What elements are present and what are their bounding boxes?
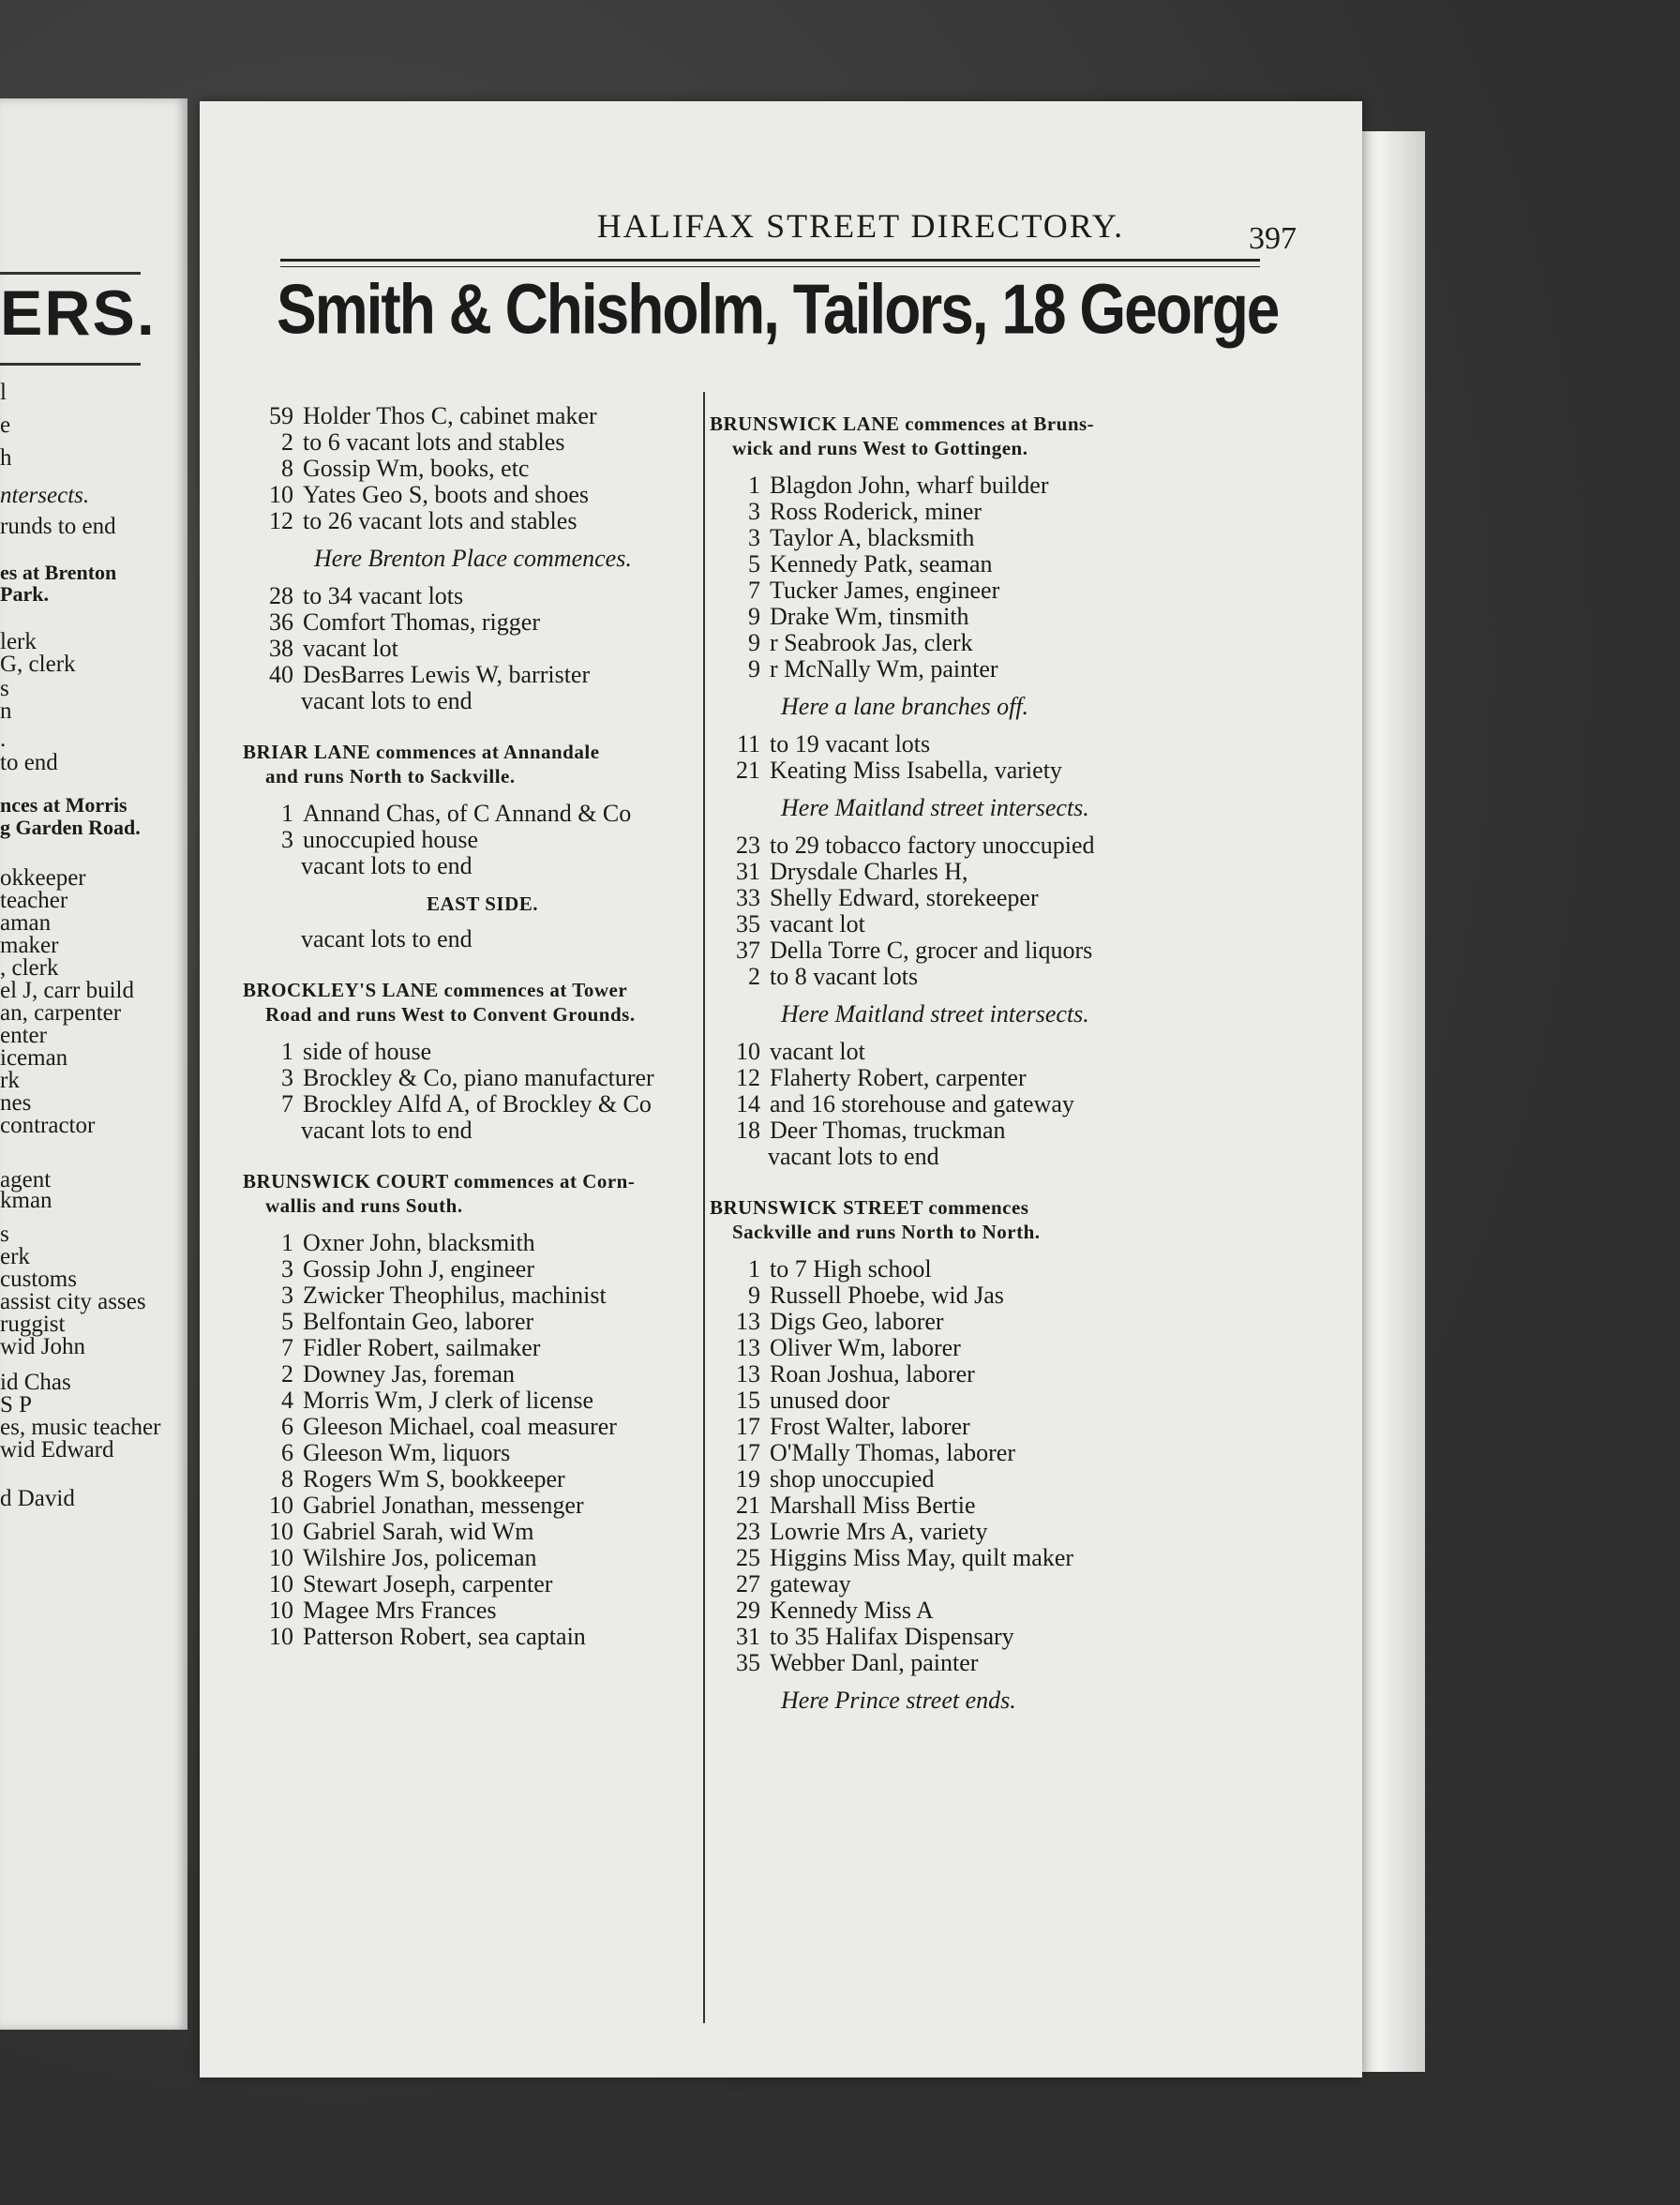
house-number: 21 — [736, 757, 760, 784]
directory-entry — [725, 1519, 988, 1545]
house-number: 12 — [269, 507, 293, 534]
facing-page-line: n — [0, 698, 12, 724]
house-number: 9 — [748, 603, 760, 630]
directory-entry — [258, 508, 577, 534]
directory-entry — [258, 1571, 552, 1598]
entry-text: Drysdale Charles H, — [770, 858, 968, 885]
house-number: 3 — [281, 1255, 293, 1282]
entry-text: Oxner John, blacksmith — [303, 1229, 535, 1256]
directory-entry — [725, 551, 993, 578]
entry-text: Wilshire Jos, policeman — [303, 1544, 537, 1571]
directory-entry — [258, 1282, 607, 1309]
entry-text: to 26 vacant lots and stables — [303, 507, 578, 534]
entry-text: Keating Miss Isabella, variety — [770, 757, 1062, 784]
entry-text: Gossip Wm, books, etc — [303, 455, 530, 482]
house-number: 17 — [736, 1413, 760, 1440]
street-heading: BRUNSWICK LANE commences at Bruns- — [710, 412, 1095, 435]
house-number: 6 — [281, 1413, 293, 1440]
street-heading-continuation: Sackville and runs North to North. — [732, 1221, 1041, 1243]
facing-page-line: h — [0, 445, 12, 471]
entry-text: side of house — [303, 1038, 432, 1065]
entry-text: Ross Roderick, miner — [770, 498, 982, 525]
directory-entry — [725, 964, 918, 990]
entry-text: Digs Geo, laborer — [770, 1308, 944, 1335]
facing-page-line: enter — [0, 1023, 47, 1048]
facing-page-line: s — [0, 1222, 9, 1247]
house-number: 37 — [736, 937, 760, 964]
facing-page-line: Park. — [0, 582, 49, 606]
street-heading-continuation: Road and runs West to Convent Grounds. — [265, 1003, 636, 1026]
house-number: 8 — [281, 1465, 293, 1492]
directory-entry — [258, 403, 597, 429]
street-heading: BRUNSWICK COURT commences at Corn- — [243, 1170, 636, 1192]
entry-text: Comfort Thomas, rigger — [303, 608, 540, 636]
house-number: 10 — [269, 1623, 293, 1650]
house-number: 4 — [281, 1387, 293, 1414]
directory-entry — [725, 731, 930, 758]
house-number: 28 — [269, 582, 293, 609]
house-number: 10 — [269, 1518, 293, 1545]
facing-page-line: id Chas — [0, 1370, 71, 1395]
directory-entry — [258, 1309, 533, 1335]
house-number: 8 — [281, 455, 293, 482]
directory-entry — [725, 656, 998, 682]
entry-text: Lowrie Mrs A, variety — [770, 1518, 988, 1545]
directory-entry — [725, 911, 865, 938]
facing-page-line: S P — [0, 1392, 33, 1418]
house-number: 13 — [736, 1360, 760, 1388]
house-number: 3 — [281, 1282, 293, 1309]
entry-continuation: vacant lots to end — [301, 852, 472, 879]
house-number: 18 — [736, 1117, 760, 1144]
entry-text: Kennedy Miss A — [770, 1597, 934, 1624]
directory-entry — [258, 482, 589, 508]
street-heading: BROCKLEY'S LANE commences at Tower — [243, 979, 628, 1001]
entry-text: Gabriel Jonathan, messenger — [303, 1492, 584, 1519]
facing-page-line: nes — [0, 1090, 32, 1116]
directory-entry — [725, 938, 1092, 964]
facing-page-line: es at Brenton — [0, 561, 117, 584]
side-heading: EAST SIDE. — [427, 892, 539, 915]
directory-entry — [258, 1039, 431, 1065]
entry-text: Brockley & Co, piano manufacturer — [303, 1064, 654, 1091]
street-heading-continuation: and runs North to Sackville. — [265, 765, 516, 788]
facing-page-line: lerk — [0, 629, 37, 654]
entry-text: to 8 vacant lots — [770, 963, 919, 990]
house-number: 3 — [748, 498, 760, 525]
facing-page-line: s — [0, 676, 9, 701]
entry-continuation: vacant lots to end — [301, 925, 472, 952]
entry-text: Higgins Miss May, quilt maker — [770, 1544, 1074, 1571]
facing-page-rule — [0, 363, 141, 366]
entry-continuation: vacant lots to end — [768, 1143, 939, 1170]
house-number: 1 — [748, 1255, 760, 1282]
house-number: 9 — [748, 629, 760, 656]
facing-page-line: es, music teacher — [0, 1415, 161, 1440]
house-number: 3 — [748, 524, 760, 551]
directory-entry — [725, 1571, 851, 1598]
directory-entry — [258, 1414, 617, 1440]
directory-entry — [725, 859, 968, 885]
house-number: 5 — [748, 550, 760, 578]
house-number: 10 — [269, 481, 293, 508]
facing-page-line: aman — [0, 910, 52, 936]
facing-page-line: ntersects. — [0, 483, 90, 508]
directory-entry — [725, 1335, 961, 1361]
entry-text: to 19 vacant lots — [770, 730, 931, 758]
facing-page-line: d David — [0, 1486, 75, 1511]
directory-entry — [725, 1414, 970, 1440]
house-number: 5 — [281, 1308, 293, 1335]
house-number: 31 — [736, 858, 760, 885]
house-number: 23 — [736, 1518, 760, 1545]
directory-entry — [258, 1256, 534, 1282]
entry-text: Stewart Joseph, carpenter — [303, 1570, 553, 1598]
directory-entry — [725, 1624, 1014, 1650]
section-note: Here Brenton Place commences. — [314, 545, 632, 572]
directory-entry — [258, 456, 529, 482]
house-number: 3 — [281, 826, 293, 853]
house-number: 38 — [269, 635, 293, 662]
entry-text: Deer Thomas, truckman — [770, 1117, 1006, 1144]
entry-text: Blagdon John, wharf builder — [770, 472, 1049, 499]
entry-text: r McNally Wm, painter — [770, 655, 998, 682]
house-number: 7 — [281, 1334, 293, 1361]
house-number: 25 — [736, 1544, 760, 1571]
directory-entry — [258, 583, 463, 609]
entry-text: unoccupied house — [303, 826, 479, 853]
house-number: 31 — [736, 1623, 760, 1650]
house-number: 12 — [736, 1064, 760, 1091]
entry-text: Gleeson Michael, coal measurer — [303, 1413, 617, 1440]
directory-entry — [725, 578, 999, 604]
house-number: 2 — [281, 428, 293, 456]
entry-text: Tucker James, engineer — [770, 577, 1000, 604]
house-number: 7 — [281, 1090, 293, 1118]
entry-text: Frost Walter, laborer — [770, 1413, 970, 1440]
directory-entry — [725, 1309, 944, 1335]
house-number: 14 — [736, 1090, 760, 1118]
house-number: 1 — [281, 1229, 293, 1256]
facing-page-line: g Garden Road. — [0, 816, 141, 839]
entry-text: Holder Thos C, cabinet maker — [303, 402, 597, 429]
entry-text: to 35 Halifax Dispensary — [770, 1623, 1014, 1650]
entry-text: Webber Danl, painter — [770, 1649, 979, 1676]
facing-page-line: G, clerk — [0, 652, 76, 677]
street-heading: BRIAR LANE commences at Annandale — [243, 741, 600, 763]
house-number: 33 — [736, 884, 760, 911]
facing-page-line: maker — [0, 933, 59, 958]
directory-entry — [725, 1065, 1027, 1091]
entry-text: Gabriel Sarah, wid Wm — [303, 1518, 534, 1545]
directory-entry — [258, 801, 631, 827]
entry-text: O'Mally Thomas, laborer — [770, 1439, 1015, 1466]
entry-text: Della Torre C, grocer and liquors — [770, 937, 1093, 964]
house-number: 21 — [736, 1492, 760, 1519]
facing-page-line: assist city asses — [0, 1289, 146, 1314]
facing-page-line: to end — [0, 750, 58, 775]
page-number: 397 — [1249, 221, 1297, 256]
directory-entry — [725, 1361, 975, 1388]
entry-text: Taylor A, blacksmith — [770, 524, 975, 551]
entry-text: vacant lot — [770, 910, 865, 938]
facing-page-line: el J, carr build — [0, 978, 135, 1003]
directory-entry — [258, 1091, 652, 1118]
entry-text: Shelly Edward, storekeeper — [770, 884, 1039, 911]
house-number: 9 — [748, 1282, 760, 1309]
house-number: 9 — [748, 655, 760, 682]
running-head: HALIFAX STREET DIRECTORY. — [596, 207, 1125, 245]
directory-entry — [258, 1519, 533, 1545]
entry-text: Brockley Alfd A, of Brockley & Co — [303, 1090, 652, 1118]
directory-entry — [725, 1282, 1004, 1309]
entry-text: shop unoccupied — [770, 1465, 935, 1492]
directory-entry — [725, 885, 1039, 911]
entry-text: Drake Wm, tinsmith — [770, 603, 969, 630]
entry-text: Downey Jas, foreman — [303, 1360, 515, 1388]
house-number: 1 — [748, 472, 760, 499]
house-number: 17 — [736, 1439, 760, 1466]
entry-text: Magee Mrs Frances — [303, 1597, 497, 1624]
facing-page-rule — [0, 272, 141, 275]
house-number: 29 — [736, 1597, 760, 1624]
house-number: 19 — [736, 1465, 760, 1492]
directory-entry — [725, 604, 969, 630]
facing-page-line: wid Edward — [0, 1437, 114, 1462]
directory-entry — [258, 1361, 515, 1388]
facing-page-line: contractor — [0, 1113, 96, 1138]
house-number: 7 — [748, 577, 760, 604]
facing-page-line: erk — [0, 1244, 30, 1269]
directory-entry — [258, 1492, 584, 1519]
facing-page-line: iceman — [0, 1045, 68, 1071]
entry-text: vacant lot — [303, 635, 398, 662]
directory-entry — [258, 662, 590, 688]
directory-entry — [258, 1624, 586, 1650]
section-note: Here Maitland street intersects. — [781, 1000, 1089, 1028]
entry-text: to 7 High school — [770, 1255, 932, 1282]
entry-text: Fidler Robert, sailmaker — [303, 1334, 541, 1361]
directory-entry — [258, 1335, 540, 1361]
house-number: 10 — [269, 1544, 293, 1571]
street-heading: BRUNSWICK STREET commences — [710, 1196, 1029, 1219]
facing-page-line: kman — [0, 1188, 52, 1213]
house-number: 35 — [736, 1649, 760, 1676]
facing-page-line: runds to end — [0, 514, 116, 539]
directory-entry — [258, 636, 398, 662]
directory-entry — [725, 1492, 976, 1519]
directory-entry — [258, 1545, 537, 1571]
directory-entry — [258, 609, 540, 636]
facing-page-heading: ERS. — [0, 278, 157, 349]
directory-entry — [725, 630, 973, 656]
entry-continuation: vacant lots to end — [301, 687, 472, 714]
directory-entry — [725, 1545, 1073, 1571]
directory-entry — [725, 1440, 1015, 1466]
facing-page-line: teacher — [0, 888, 68, 913]
facing-page-line: l — [0, 380, 7, 405]
directory-entry — [725, 1598, 934, 1624]
entry-text: Gossip John J, engineer — [303, 1255, 534, 1282]
house-number: 36 — [269, 608, 293, 636]
section-note: Here Prince street ends. — [781, 1687, 1016, 1714]
house-number: 2 — [281, 1360, 293, 1388]
house-number: 35 — [736, 910, 760, 938]
entry-text: Roan Joshua, laborer — [770, 1360, 975, 1388]
directory-entry — [258, 1388, 593, 1414]
entry-text: unused door — [770, 1387, 890, 1414]
house-number: 10 — [736, 1038, 760, 1065]
facing-page-line: okkeeper — [0, 865, 86, 891]
directory-entry — [725, 1388, 890, 1414]
facing-page-line: wid John — [0, 1334, 85, 1359]
entry-text: Belfontain Geo, laborer — [303, 1308, 534, 1335]
entry-text: and 16 storehouse and gateway — [770, 1090, 1074, 1118]
directory-entry — [258, 429, 564, 456]
directory-entry — [725, 1091, 1074, 1118]
entry-text: gateway — [770, 1570, 851, 1598]
facing-page-line: e — [0, 412, 11, 438]
directory-entry — [258, 1065, 654, 1091]
facing-page-line: nces at Morris — [0, 793, 128, 817]
house-number: 27 — [736, 1570, 760, 1598]
street-heading-continuation: wick and runs West to Gottingen. — [732, 437, 1028, 459]
entry-text: DesBarres Lewis W, barrister — [303, 661, 591, 688]
facing-page-line: an, carpenter — [0, 1000, 122, 1026]
entry-text: Patterson Robert, sea captain — [303, 1623, 586, 1650]
house-number: 13 — [736, 1308, 760, 1335]
directory-entry — [725, 1650, 978, 1676]
directory-entry — [725, 472, 1049, 499]
entry-text: to 29 tobacco factory unoccupied — [770, 832, 1095, 859]
section-note: Here a lane branches off. — [781, 693, 1029, 720]
house-number: 23 — [736, 832, 760, 859]
directory-entry — [258, 1440, 510, 1466]
right-column — [710, 101, 1353, 2078]
directory-entry — [258, 827, 478, 853]
directory-entry — [725, 525, 974, 551]
facing-page — [0, 98, 188, 2030]
house-number: 10 — [269, 1597, 293, 1624]
directory-entry — [258, 1230, 535, 1256]
entry-text: Gleeson Wm, liquors — [303, 1439, 511, 1466]
entry-text: Annand Chas, of C Annand & Co — [303, 800, 632, 827]
entry-text: Kennedy Patk, seaman — [770, 550, 993, 578]
facing-page-line: . — [0, 727, 7, 752]
directory-entry — [725, 1256, 932, 1282]
entry-text: Oliver Wm, laborer — [770, 1334, 961, 1361]
house-number: 6 — [281, 1439, 293, 1466]
entry-text: Zwicker Theophilus, machinist — [303, 1282, 607, 1309]
entry-continuation: vacant lots to end — [301, 1117, 472, 1144]
directory-entry — [725, 1118, 1006, 1144]
house-number: 2 — [748, 963, 760, 990]
house-number: 10 — [269, 1570, 293, 1598]
facing-page-line: , clerk — [0, 955, 59, 981]
house-number: 59 — [269, 402, 293, 429]
entry-text: Morris Wm, J clerk of license — [303, 1387, 593, 1414]
directory-entry — [725, 758, 1062, 784]
directory-entry — [725, 832, 1095, 859]
facing-page-line: customs — [0, 1267, 77, 1292]
house-number: 1 — [281, 1038, 293, 1065]
section-note: Here Maitland street intersects. — [781, 794, 1089, 821]
house-number: 11 — [736, 730, 760, 758]
entry-text: Marshall Miss Bertie — [770, 1492, 976, 1519]
advertisement-banner: Smith & Chisholm, Tailors, 18 George — [277, 269, 1279, 350]
directory-entry — [725, 1466, 934, 1492]
house-number: 1 — [281, 800, 293, 827]
entry-text: to 6 vacant lots and stables — [303, 428, 565, 456]
entry-text: Rogers Wm S, bookkeeper — [303, 1465, 565, 1492]
directory-entry — [725, 499, 982, 525]
facing-page-line: agent — [0, 1167, 52, 1192]
directory-entry — [258, 1598, 497, 1624]
house-number: 10 — [269, 1492, 293, 1519]
directory-page — [200, 101, 1362, 2078]
directory-entry — [258, 1466, 565, 1492]
house-number: 15 — [736, 1387, 760, 1414]
entry-text: Flaherty Robert, carpenter — [770, 1064, 1027, 1091]
facing-page-line: ruggist — [0, 1312, 66, 1337]
entry-text: Russell Phoebe, wid Jas — [770, 1282, 1004, 1309]
street-heading-continuation: wallis and runs South. — [265, 1194, 463, 1217]
facing-page-line: rk — [0, 1068, 20, 1093]
house-number: 40 — [269, 661, 293, 688]
house-number: 3 — [281, 1064, 293, 1091]
entry-text: vacant lot — [770, 1038, 865, 1065]
house-number: 13 — [736, 1334, 760, 1361]
entry-text: Yates Geo S, boots and shoes — [303, 481, 590, 508]
entry-text: to 34 vacant lots — [303, 582, 464, 609]
entry-text: r Seabrook Jas, clerk — [770, 629, 973, 656]
directory-entry — [725, 1039, 865, 1065]
